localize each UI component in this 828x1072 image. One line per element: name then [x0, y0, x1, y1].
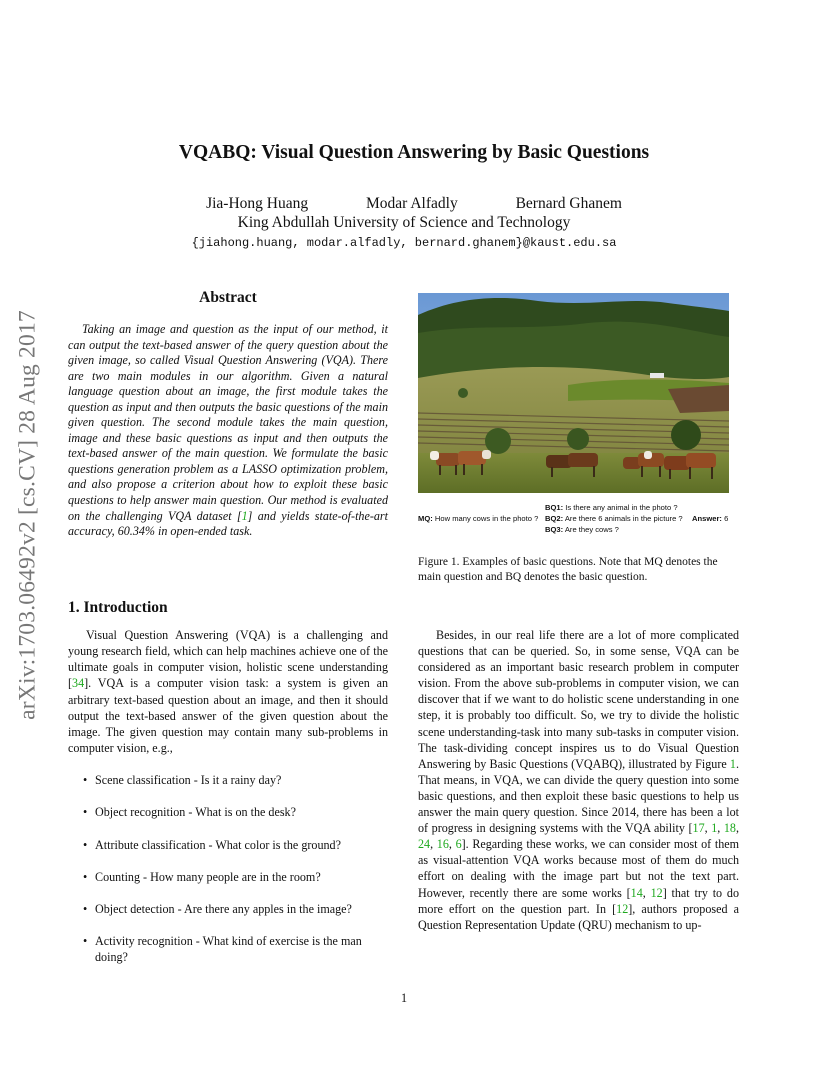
author-1: Jia-Hong Huang: [206, 195, 309, 212]
intro-p1-text-1: Visual Question Answering (VQA) is a challenging and young research field, which can help machines achieve one of the ultimate goals in computer vision, holistic scene understanding [: [68, 628, 388, 691]
figure-1-caption: Figure 1. Examples of basic questions. Note that MQ denotes the main question and BQ denotes the basic question.: [418, 556, 718, 584]
author-list: [0, 195, 828, 213]
citation-separator: ,: [642, 885, 651, 900]
bullet-icon: •: [83, 869, 88, 884]
basic-question-2: [545, 514, 683, 523]
list-item-text: Object recognition - What is on the desk?: [95, 805, 296, 820]
bq2-label: BQ2:: [545, 514, 564, 523]
list-item: [80, 804, 390, 820]
citation-link[interactable]: 1: [241, 508, 248, 523]
citation-link[interactable]: 12: [650, 885, 663, 900]
abstract-body: [68, 322, 388, 540]
intro-p2-text: . That means, in VQA, we can divide the query question into some basic questions, and then exploit these basic questions to help us answer the main query question. Since 2014, there has been a lot of progress in designing systems with the VQA ability [: [418, 756, 739, 836]
list-item: [80, 837, 390, 853]
citation-separator: ,: [430, 837, 437, 852]
bq2-text: Are there 6 animals in the picture ?: [564, 514, 683, 523]
basic-question-1: [545, 503, 678, 512]
mq-label: MQ:: [418, 514, 433, 523]
abstract-text-1: Taking an image and question as the input of our method, it can output the text-based answer of the query question about the given image, so called Visual Question Answering (VQA). There are two main modules in our algorithm. Given a natural language question about an image, the first module takes the question as input and then outputs the basic questions of the main given question. The second module takes the main question, image and these basic questions as input and then outputs the text-based answer of the main question. We formulate the basic questions generation problem as a LASSO optimization problem, and also propose a criterion about how to exploit these basic questions to help answer main question. Our method is evaluated on the challenging VQA dataset [: [68, 322, 388, 523]
bq3-label: BQ3:: [545, 525, 564, 534]
bullet-icon: •: [83, 934, 88, 949]
citation-link[interactable]: 34: [72, 676, 85, 691]
figure-1-photo: [418, 293, 729, 493]
intro-paragraph-2: [418, 627, 739, 933]
intro-p2-text: ], authors proposed a Question Representation Update (QRU) mechanism to up-: [418, 901, 739, 932]
author-3: Bernard Ghanem: [515, 195, 622, 212]
citation-link[interactable]: 17: [692, 821, 705, 836]
affiliation: King Abdullah University of Science and Technology: [237, 214, 571, 231]
citation-link[interactable]: 24: [418, 837, 431, 852]
list-item-text: Scene classification - Is it a rainy day?: [95, 773, 282, 787]
intro-p1-text-2: ]. VQA is a computer vision task: a system is given an arbitrary text-based question about an image, and then it should output the text-based answer of the given question about the image. The given question may contain many sub-problems in computer vision, e.g.,: [68, 676, 388, 756]
citation-link[interactable]: 16: [436, 837, 449, 852]
citation-separator: ,: [735, 821, 739, 836]
citation-separator: ,: [717, 821, 724, 836]
arxiv-stamp: [8, 270, 48, 760]
section-heading-introduction: 1. Introduction: [68, 599, 168, 616]
abstract-heading: Abstract: [199, 289, 257, 306]
bullet-icon: •: [83, 837, 88, 852]
list-item: [80, 772, 390, 788]
list-item: [80, 869, 390, 885]
bullet-icon: •: [83, 773, 88, 787]
bullet-icon: •: [83, 902, 88, 917]
citation-link[interactable]: 6: [455, 837, 462, 852]
intro-p2-text: ]. Regarding these works, we can consider most of them as visual-attention VQA works because most of them do much effort on dealing with the image part but not the text part. However, recently there are some works [: [418, 837, 740, 900]
basic-question-3: [545, 525, 619, 534]
bq3-text: Are they cows ?: [564, 525, 619, 534]
answer: [692, 514, 728, 523]
citation-link[interactable]: 18: [723, 821, 736, 836]
paper-title: VQABQ: Visual Question Answering by Basic Questions: [178, 142, 650, 163]
mq-text: How many cows in the photo ?: [434, 514, 539, 523]
subproblem-list: [80, 772, 390, 982]
list-item-text: Object detection - Are there any apples in the image?: [95, 902, 352, 917]
intro-p2-text: ] that try to do more effort on the question part. In [: [418, 885, 739, 916]
list-item-text: Activity recognition - What kind of exercise is the man doing?: [95, 934, 362, 965]
intro-p2-text: Besides, in our real life there are a lot of more complicated questions that can be queried. So, in some sense, VQA can be considered as an important basic research problem in computer vision. From the above sub-problems in computer vision, we can discover that if we want to do holistic scene understanding in one step, it is probably too difficult. So, we try to divide the holistic scene understanding-task into many sub-tasks in computer vision. The task-dividing concept inspires us to do Visual Question Answering by Basic Questions (VQABQ), illustrated by Figure: [418, 628, 739, 771]
list-item-text: Counting - How many people are in the room?: [95, 869, 321, 884]
author-2: Modar Alfadly: [366, 195, 458, 212]
bullet-icon: •: [83, 805, 88, 820]
landscape-cows-image: [418, 293, 729, 493]
author-emails: {jiahong.huang, modar.alfadly, bernard.ghanem}@kaust.edu.sa: [191, 236, 617, 250]
citation-link[interactable]: 12: [616, 901, 629, 916]
intro-paragraph-1: [68, 627, 388, 756]
figure-1-questions: [418, 500, 740, 540]
list-item-text: Attribute classification - What color is the ground?: [95, 837, 341, 852]
citation-link[interactable]: 14: [630, 885, 643, 900]
citation-separator: ,: [448, 837, 456, 852]
page-number: 1: [400, 991, 408, 1005]
main-question: [418, 514, 538, 523]
list-item: [80, 933, 390, 965]
list-item: [80, 901, 390, 917]
bq1-text: Is there any animal in the photo ?: [565, 503, 678, 512]
citation-separator: ,: [704, 821, 712, 836]
figure-ref-link[interactable]: 1: [729, 756, 736, 771]
bq1-label: BQ1:: [545, 503, 564, 512]
citation-link[interactable]: 1: [711, 821, 718, 836]
arxiv-stamp-text: arXiv:1703.06492v2 [cs.CV] 28 Aug 2017: [14, 310, 41, 720]
answer-label: Answer:: [692, 514, 722, 523]
answer-text: 6: [724, 514, 729, 523]
abstract-text-2: ] and yields state-of-the-art accuracy, 60.34% in open-ended task.: [68, 508, 388, 539]
